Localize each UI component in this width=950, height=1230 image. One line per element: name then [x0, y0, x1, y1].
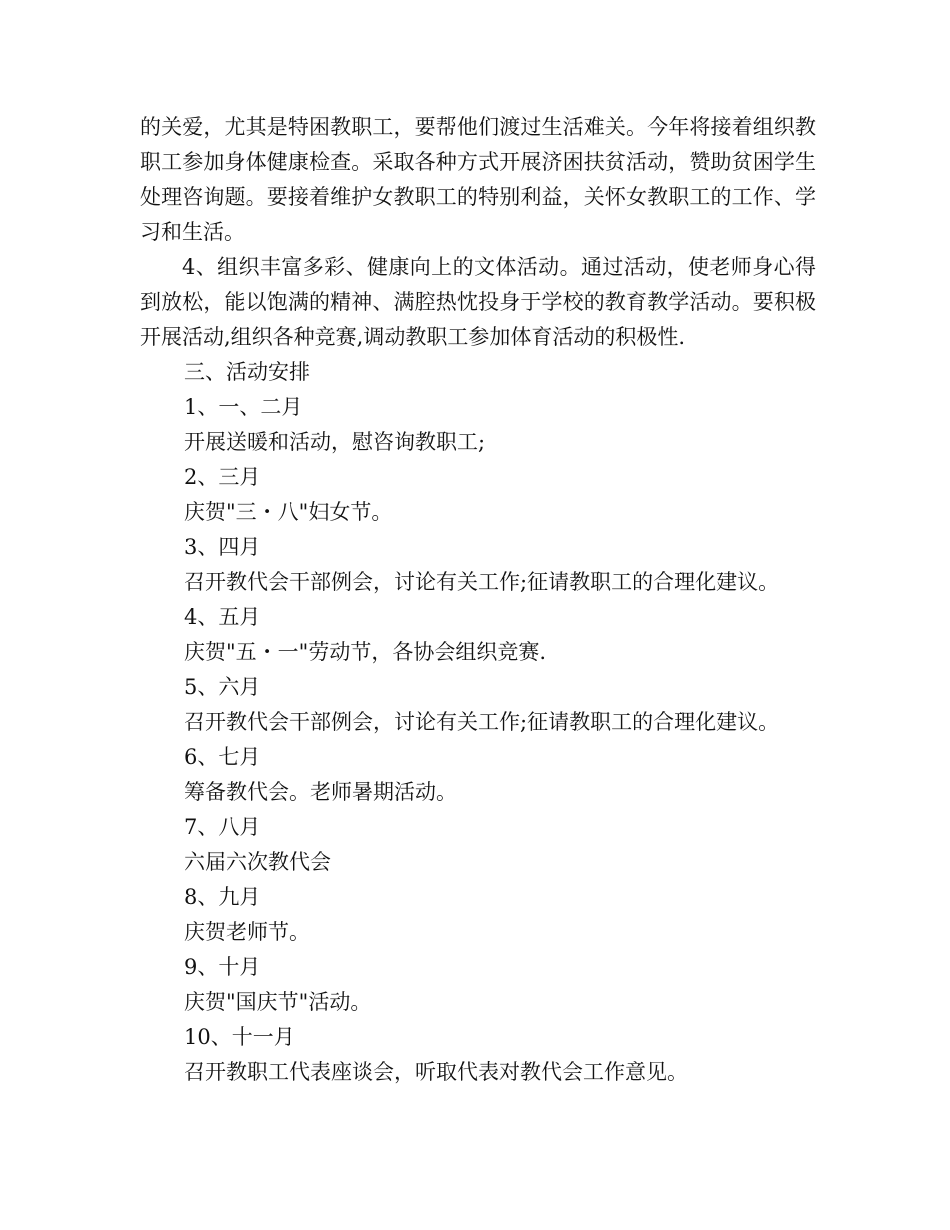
paragraph-care-continuation: 的关爱，尤其是特困教职工，要帮他们渡过生活难关。今年将接着组织教职工参加身体健康检查。采取各种方式开展济困扶贫活动，赞助贫困学生处理咨询题。要接着维护女教职工的特别利益，关怀女教职工的工作、学习和生活。 — [140, 115, 816, 244]
schedule-activity-9: 庆贺"国庆节"活动。 — [184, 990, 372, 1014]
schedule-month-10: 10、十一月 — [184, 1025, 295, 1049]
document-body — [140, 110, 816, 1090]
schedule-month-7: 7、八月 — [184, 815, 261, 839]
schedule-month-2: 2、三月 — [184, 465, 261, 489]
schedule-activity-3: 召开教代会干部例会，讨论有关工作;征请教职工的合理化建议。 — [184, 570, 780, 594]
schedule-month-1: 1、一、二月 — [184, 395, 303, 419]
schedule-activity-7: 六届六次教代会 — [184, 850, 331, 874]
schedule-activity-2: 庆贺"三・八"妇女节。 — [184, 500, 393, 524]
schedule-activity-6: 筹备教代会。老师暑期活动。 — [184, 780, 457, 804]
schedule-activity-10: 召开教职工代表座谈会，听取代表对教代会工作意见。 — [184, 1060, 688, 1084]
section-heading-activity-schedule: 三、活动安排 — [184, 360, 310, 384]
schedule-month-8: 8、九月 — [184, 885, 261, 909]
paragraph-cultural-activities: 4、组织丰富多彩、健康向上的文体活动。通过活动，使老师身心得到放松，能以饱满的精神、满腔热忱投身于学校的教育教学活动。要积极开展活动,组织各种竞赛,调动教职工参加体育活动的积极性. — [140, 255, 816, 349]
schedule-activity-1: 开展送暖和活动，慰咨询教职工; — [184, 430, 486, 454]
schedule-month-3: 3、四月 — [184, 535, 261, 559]
schedule-month-6: 6、七月 — [184, 745, 261, 769]
schedule-month-9: 9、十月 — [184, 955, 261, 979]
schedule-month-5: 5、六月 — [184, 675, 261, 699]
schedule-activity-8: 庆贺老师节。 — [184, 920, 310, 944]
schedule-month-4: 4、五月 — [184, 605, 261, 629]
schedule-activity-4: 庆贺"五・一"劳动节，各协会组织竞赛. — [184, 640, 546, 664]
schedule-activity-5: 召开教代会干部例会，讨论有关工作;征请教职工的合理化建议。 — [184, 710, 780, 734]
